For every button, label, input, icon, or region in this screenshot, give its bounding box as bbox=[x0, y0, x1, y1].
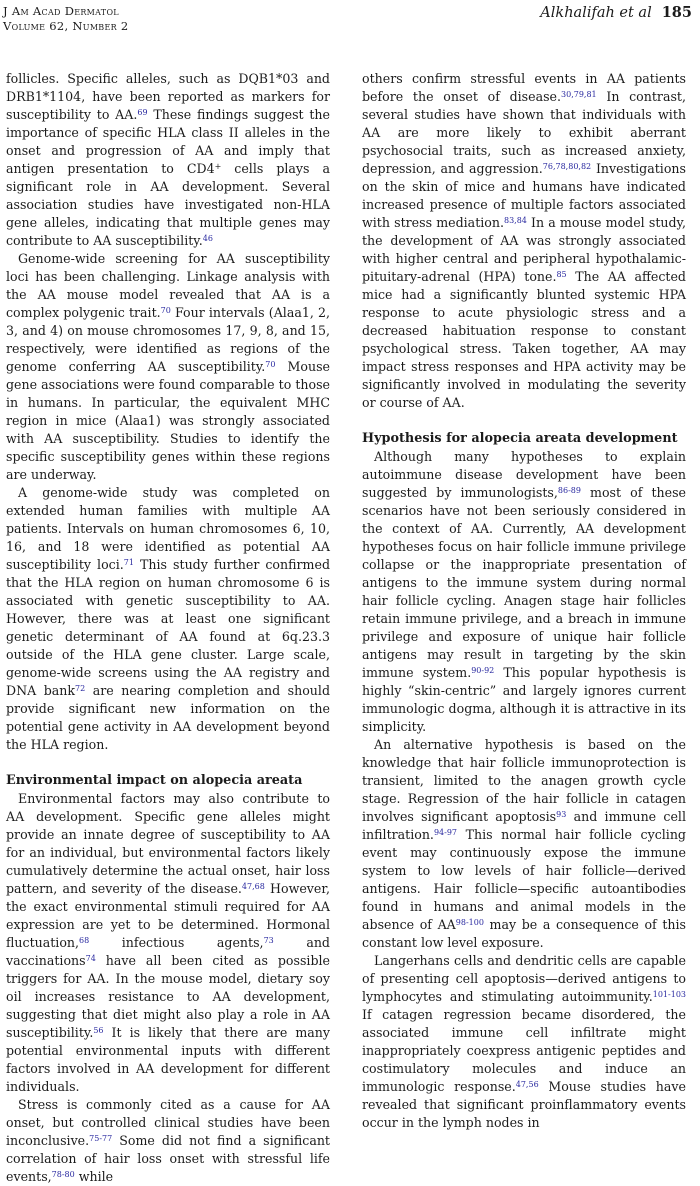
citation-ref[interactable]: 47,56 bbox=[515, 1080, 539, 1089]
paragraph-environmental: Environmental factors may also contribute to AA development. Specific gene alleles might provide an innate degree of susceptibility to AA for an individual, but environmental factors likely cumulatively determine the actual onset, hair loss pattern, and severity of the disease.$^{47,68}$ However, the exact environmental stimuli required for AA expression are yet to be determined. Hormonal fluctuation,$^{68}$ infectious agents,$^{73}$ and vaccinations$^{74}$ have all been cited as possible triggers for AA. In the mouse model, dietary soy oil increases resistance to AA development, suggesting that diet might also play a role in AA susceptibility.$^{56}$ It is likely that there are many potential environmental inputs with different factors involved in AA development for different individuals. bbox=[6, 791, 331, 1094]
paragraph-genome-screening: Genome-wide screening for AA susceptibility loci has been challenging. Linkage analysis with the AA mouse model revealed that AA is a complex polygenic trait.$^{70}$ Four intervals (Alaa1, 2, 3, and 4) on mouse chromosomes 17, 9, 8, and 15, respectively, were identified as regions of the genome conferring AA susceptibility.$^{70}$ Mouse gene associations were found comparable to those in humans. In particular, the equivalent MHC region in mice (Alaa1) was strongly associated with AA susceptibility. Studies to identify the specific susceptibility genes within these regions are underway. bbox=[6, 251, 331, 482]
journal-volume: Volume 62, Number 2 bbox=[3, 19, 129, 33]
page-number: 185 bbox=[661, 4, 692, 21]
paragraph-stress-continued: others confirm stressful events in AA patients before the onset of disease.$^{30,79,81}$ In contrast, several studies have shown that individuals with AA are more likely to exhibit aberrant psychosocial traits, such as increased anxiety, depression, and aggression.$^{76,78,80,82}$ Investigations on the skin of mice and humans have indicated increased presence of multiple factors associated with stress mediation.$^{83,84}$ In a mouse model study, the development of AA was strongly associated with higher central and peripheral hypothalamic-pituitary-adrenal (HPA) tone.$^{85}$ The AA affected mice had a significantly blunted systemic HPA response to acute physiologic stress and a decreased habituation response to constant psychological stress. Taken together, AA may impact stress responses and HPA activity may be significantly involved in modulating the severity or course of AA. bbox=[362, 71, 686, 410]
citation-ref[interactable]: 70 bbox=[265, 360, 276, 369]
citation-ref[interactable]: 56 bbox=[93, 1026, 104, 1035]
paragraph-stress: Stress is commonly cited as a cause for AA onset, but controlled clinical studies have been inconclusive.$^{75-77}$ Some did not find a significant correlation of hair loss onset with stressful life events,$^{78-80}$ while bbox=[6, 1097, 330, 1184]
citation-ref[interactable]: 83,84 bbox=[503, 216, 527, 225]
paragraph-hypotheses: Although many hypotheses to explain autoimmune disease development have been suggested by immunologists,$^{86-89}$ most of these scenarios have not been seriously considered in the context of AA. Currently, AA development hypotheses focus on hair follicle immune privilege collapse or the inappropriate presentation of antigens to the immune system during normal hair follicle cycling. Anagen stage hair follicles retain immune privilege, and a breach in immune privilege and exposure of unique hair follicle antigens may result in targeting by the skin immune system.$^{90-92}$ This popular hypothesis is highly “skin-centric” and largely ignores current immunologic dogma, although it is attractive in its simplicity. bbox=[362, 449, 687, 734]
paragraph-follicles: follicles. Specific alleles, such as DQB1*03 and DRB1*1104, have been reported as markers for susceptibility to AA.$^{69}$ These findings suggest the importance of specific HLA class II alleles in the onset and progression of AA and imply that antigen presentation to CD4+ cells plays a significant role in AA development. Several association studies have investigated non-HLA gene alleles, indicating that multiple genes may contribute to AA susceptibility.$^{46}$ bbox=[6, 71, 330, 248]
citation-ref[interactable]: 69 bbox=[137, 108, 148, 117]
citation-ref[interactable]: 76,78,80,82 bbox=[542, 162, 592, 171]
citation-ref[interactable]: 101-103 bbox=[652, 990, 686, 999]
citation-ref[interactable]: 30,79,81 bbox=[561, 90, 597, 99]
citation-ref[interactable]: 93 bbox=[556, 810, 567, 819]
citation-ref[interactable]: 73 bbox=[263, 936, 274, 945]
citation-ref[interactable]: 98-100 bbox=[455, 918, 484, 927]
citation-ref[interactable]: 90-92 bbox=[471, 666, 495, 675]
citation-ref[interactable]: 78-80 bbox=[51, 1170, 75, 1179]
citation-ref[interactable]: 94-97 bbox=[433, 828, 458, 837]
citation-ref[interactable]: 72 bbox=[75, 684, 86, 693]
header-right bbox=[540, 4, 692, 21]
citation-ref[interactable]: 46 bbox=[202, 234, 213, 243]
section-heading-hypothesis: Hypothesis for alopecia areata development bbox=[362, 431, 678, 446]
citation-ref[interactable]: 75-77 bbox=[89, 1134, 113, 1143]
citation-ref[interactable]: 74 bbox=[85, 954, 96, 963]
paragraph-alternative-hypothesis: An alternative hypothesis is based on the knowledge that hair follicle immunoprotection is transient, limited to the anagen growth cycle stage. Regression of the hair follicle in catagen involves significant apoptosis$^{93}$ and immune cell infiltration.$^{94-97}$ This normal hair follicle cycling event may continuously expose the immune system to low levels of hair follicle—derived antigens. Hair follicle—specific autoantibodies found in humans and animal models in the absence of AA$^{98-100}$ may be a consequence of this constant low level exposure. bbox=[362, 737, 686, 950]
paragraph-genome-wide-study: A genome-wide study was completed on extended human families with multiple AA patients. Intervals on human chromosomes 6, 10, 16, and 18 were identified as potential AA susceptibility loci.$^{71}$ This study further confirmed that the HLA region on human chromosome 6 is associated with genetic susceptibility to AA. However, there was at least one significant genetic determinant of AA found at 6q.23.3 outside of the HLA gene cluster. Large scale, genome-wide screens using the AA registry and DNA bank$^{72}$ are nearing completion and should provide significant new information on the potential gene activity in AA development beyond the HLA region. bbox=[6, 485, 331, 752]
citation-ref[interactable]: 68 bbox=[79, 936, 90, 945]
left-column bbox=[6, 70, 330, 1186]
superscript-plus: + bbox=[214, 162, 222, 171]
citation-ref[interactable]: 85 bbox=[556, 270, 567, 279]
citation-ref[interactable]: 47,68 bbox=[241, 882, 265, 891]
citation-ref[interactable]: 71 bbox=[123, 558, 134, 567]
journal-name: J Am Acad Dermatol bbox=[3, 4, 119, 18]
section-heading-environmental: Environmental impact on alopecia areata bbox=[6, 773, 303, 788]
paragraph-langerhans: Langerhans cells and dendritic cells are capable of presenting cell apoptosis—derived antigens to lymphocytes and stimulating autoimmunity.$^{101-103}$ If catagen regression became disordered, the associated immune cell infiltrate might inappropriately coexpress antigenic peptides and costimulatory molecules and induce an immunologic response.$^{47,56}$ Mouse studies have revealed that significant proinflammatory events occur in the lymph nodes in bbox=[362, 953, 686, 1130]
running-header bbox=[0, 0, 700, 40]
citation-ref[interactable]: 86-89 bbox=[557, 486, 581, 495]
author-name: Alkhalifah et al bbox=[540, 5, 652, 21]
citation-ref[interactable]: 70 bbox=[160, 306, 171, 315]
right-column bbox=[362, 70, 686, 1132]
journal-citation bbox=[3, 4, 129, 34]
